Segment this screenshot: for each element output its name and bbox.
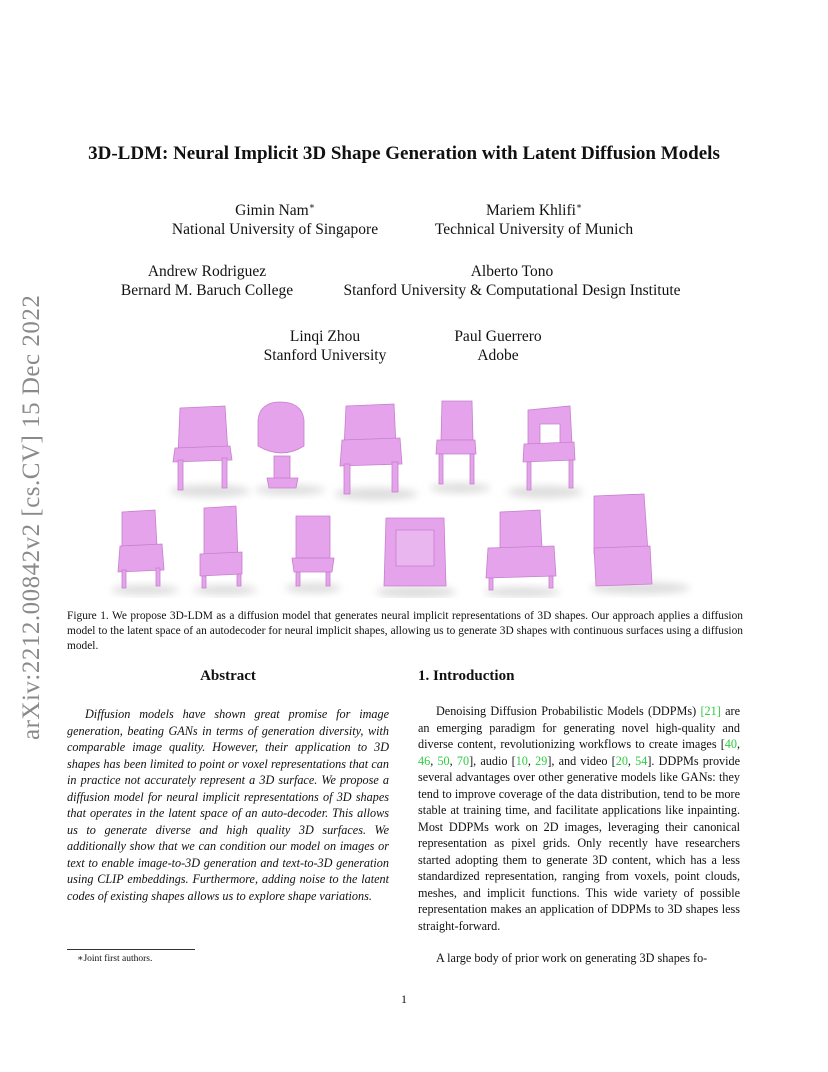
abstract-text: Diffusion models have shown great promise for image generation, beating GANs in terms of generation diversity, with comparable image quality. However, their application to 3D shapes has been limited to point or voxel representations that can in practice not accurately represent a 3D surface. We propose a diffusion model for neural implicit representations of 3D shapes that operates in the latent space of an auto-decoder. This allows us to generate diverse and high quality 3D surfaces. We additionally show that we can condition our model on images or text to enable image-to-3D generation and text-to-3D generation using CLIP embeddings. Furthermore, adding noise to the latent codes of existing shapes allows us to explore shape variations.	[67, 707, 389, 903]
footnote: ∗Joint first authors.	[77, 954, 153, 964]
citation-link[interactable]: 46	[418, 753, 431, 768]
author-name: Linqi Zhou	[289, 328, 361, 345]
citation-link[interactable]: 10	[515, 753, 528, 768]
author-affiliation: Bernard M. Baruch College	[120, 282, 294, 299]
chair-shape	[376, 518, 456, 598]
author-mark: ∗	[575, 201, 583, 211]
figure-chair-renders	[60, 398, 768, 598]
introduction-heading: 1. Introduction	[418, 668, 515, 684]
author-name: Andrew Rodriguez	[147, 263, 267, 280]
chair-shape	[334, 404, 418, 500]
citation-link[interactable]: 54	[635, 753, 648, 768]
chair-shape	[430, 401, 490, 493]
author-affiliation: Stanford University	[263, 347, 387, 364]
chair-shape	[507, 406, 583, 498]
citation-link[interactable]: 40	[724, 737, 737, 751]
citation-link[interactable]: 20	[615, 753, 628, 768]
author-affiliation: National University of Singapore	[171, 221, 379, 239]
chair-shape	[111, 510, 179, 595]
author-block	[448, 327, 548, 365]
author-mark: ∗	[308, 201, 315, 211]
chair-shape	[170, 406, 250, 497]
intro-paragraph: Denoising Diffusion Probabilistic Models (DDPMs) [21] are an emerging paradigm for generating novel high-quality and diverse content, revolutionizing workflows to create images [40, 46, 50, 70], audio [10, 29], and video [20, 54]. DDPMs provide several advantages over other generative models like GANs: they tend to improve coverage of the data distribution, tend to be more stable at training time, and facilitate applications like inpainting. Most DDPMs work on 2D images, leveraging their canonical representation as pixel grids. Only recently have researchers started adopting them to generate 3D content, which has a less standardized representation, ranging from voxels, point clouds, meshes, and implicit functions. This wide variety of possible representation makes an application of DDPMs to 3D shapes less straight-forward.	[418, 704, 741, 933]
chair-shape	[590, 494, 690, 594]
author-block	[117, 262, 297, 300]
author-affiliation: Adobe	[477, 347, 519, 364]
author-name: Alberto Tono	[470, 263, 554, 280]
author-block	[260, 327, 390, 365]
citation-link[interactable]: [21]	[700, 704, 721, 718]
author-block	[336, 262, 688, 300]
citation-link[interactable]: 70	[456, 753, 470, 768]
chair-shape	[255, 402, 325, 495]
author-block	[171, 197, 379, 239]
chair-shape	[285, 516, 341, 593]
author-name: Paul Guerrero	[454, 328, 542, 345]
chair-shape	[193, 506, 257, 595]
footnote-divider	[67, 949, 195, 950]
citation-link[interactable]: 29	[535, 753, 548, 768]
author-name: Gimin Nam	[235, 202, 309, 220]
figure-caption: Figure 1. We propose 3D-LDM as a diffusion model that generates neural implicit representations of 3D shapes. Our approach applies a diffusion model to the latent space of an autodecoder for neural implicit shapes, allowing us to generate 3D shapes with continuous surfaces using a diffusion model.	[67, 610, 743, 652]
citation-link[interactable]: 50	[437, 753, 450, 768]
abstract-heading: Abstract	[200, 668, 256, 684]
author-block	[434, 197, 634, 239]
author-name: Mariem Khlifi	[485, 202, 576, 220]
page-number: 1	[401, 992, 407, 1006]
paper-title: 3D-LDM: Neural Implicit 3D Shape Generation with Latent Diffusion Models	[88, 143, 720, 164]
chair-shape	[484, 510, 560, 597]
author-affiliation: Technical University of Munich	[434, 221, 634, 239]
author-affiliation: Stanford University & Computational Design Institute	[343, 282, 681, 299]
intro-paragraph: A large body of prior work on generating 3D shapes fo-	[436, 951, 708, 965]
arxiv-stamp: arXiv:2212.00842v2 [cs.CV] 15 Dec 2022	[18, 294, 45, 740]
